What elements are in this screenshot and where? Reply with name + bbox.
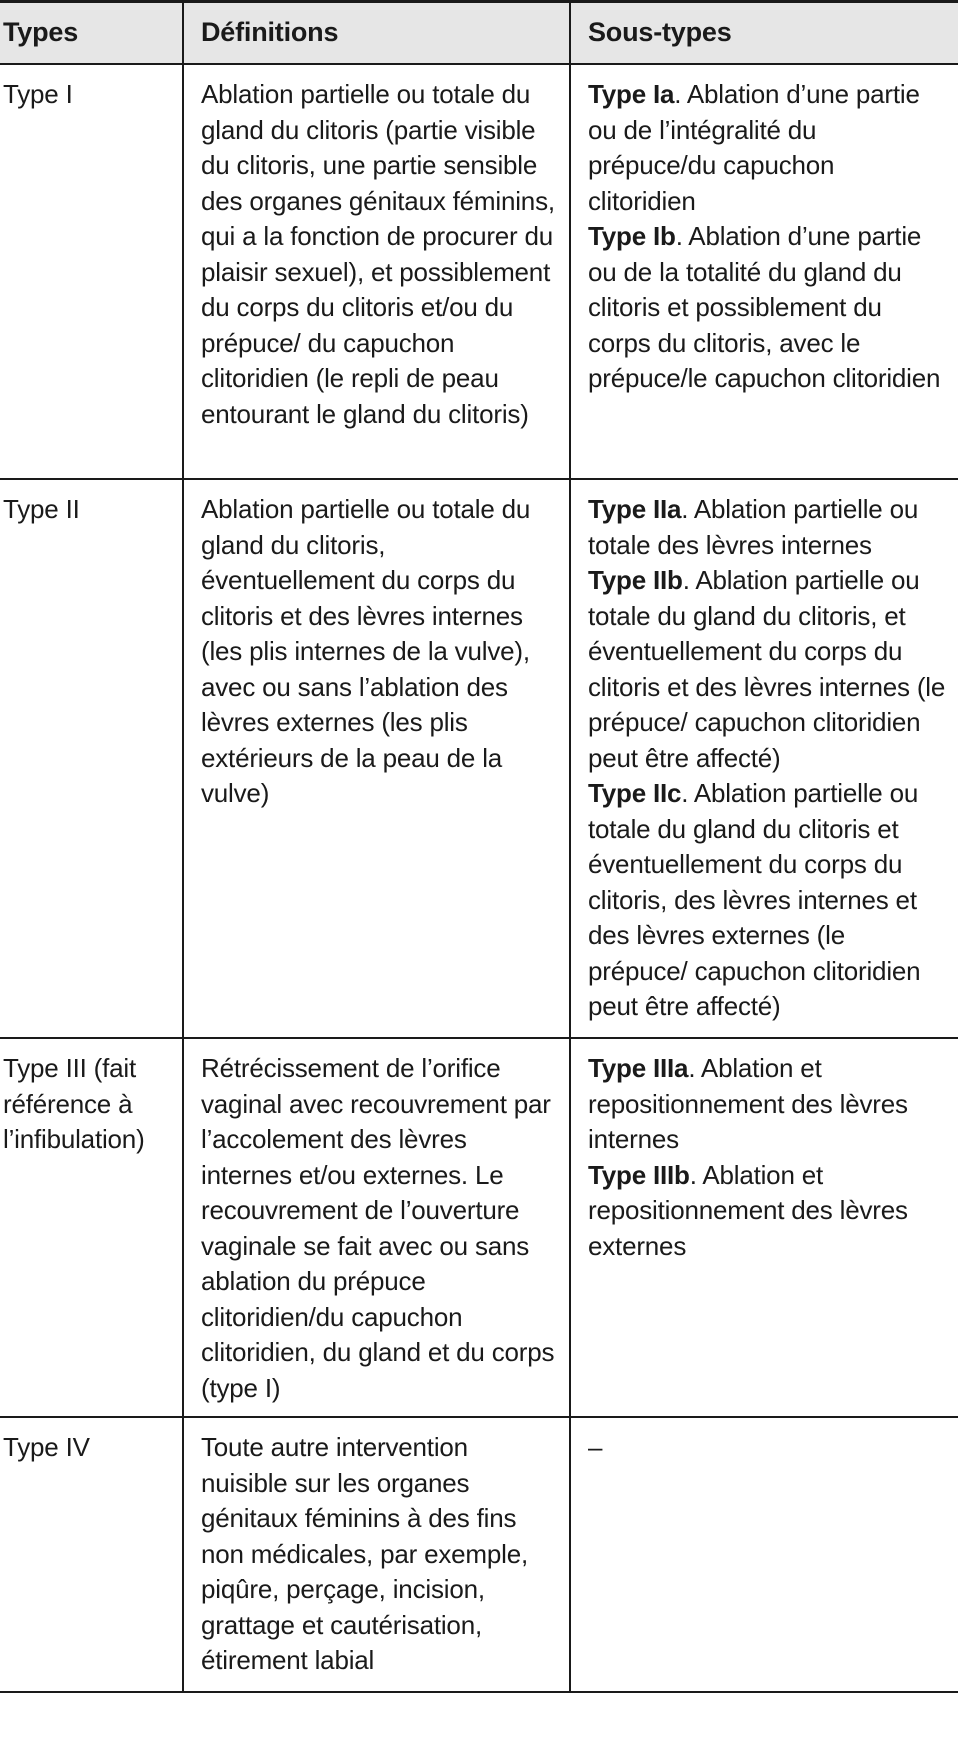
subtype-label: Type IIc <box>588 778 682 808</box>
subtype-text: . Ablation partielle ou totale des lèvres internes <box>588 494 919 560</box>
subtype-label: Type Ia <box>588 79 675 109</box>
subtype-text: . Ablation partielle ou totale du gland du clitoris et éventuellement du corps du clitoris, des lèvres internes et des lèvres externes (le prépuce/ capuchon clitoridien peut être affecté) <box>588 778 921 1021</box>
header-row <box>0 2 958 65</box>
header-subtypes: Sous-types <box>570 2 958 65</box>
subtype-item <box>588 77 948 219</box>
type-cell: Type IV <box>0 1417 183 1692</box>
subtype-item <box>588 492 948 563</box>
definition-cell: Rétrécissement de l’orifice vaginal avec recouvrement par l’accolement des lèvres internes et/ou externes. Le recouvrement de l’ouverture vaginale se fait avec ou sans ablation du prépuce clitoridien/du capuchon clitoridien, du gland et du corps (type I) <box>183 1038 570 1417</box>
subtype-text: . Ablation et repositionnement des lèvres internes <box>588 1053 908 1154</box>
type-cell: Type III (fait référence à l’infibulation) <box>0 1038 183 1417</box>
subtype-item <box>588 219 948 397</box>
table-row <box>0 1417 958 1692</box>
subtype-label: Type IIIb <box>588 1159 690 1190</box>
subtype-empty: – <box>588 1432 603 1462</box>
subtype-label: Type IIb <box>588 565 683 595</box>
subtypes-cell <box>570 1417 958 1692</box>
header-types: Types <box>0 2 183 65</box>
subtype-item <box>588 563 948 776</box>
subtypes-cell <box>570 64 958 479</box>
subtype-text: . Ablation d’une partie ou de la totalité du gland du clitoris et possiblement du corps du clitoris, avec le prépuce/le capuchon clitoridien <box>588 221 941 393</box>
definition-cell: Ablation partielle ou totale du gland du clitoris (partie visible du clitoris, une partie sensible des organes génitaux féminins, qui a la fonction de procurer du plaisir sexuel), et possiblement du corps du clitoris et/ou du prépuce/ du capuchon clitoridien (le repli de peau entourant le gland du clitoris) <box>183 64 570 479</box>
table-row <box>0 64 958 479</box>
type-cell: Type I <box>0 64 183 479</box>
subtypes-cell <box>570 479 958 1038</box>
header-definitions: Définitions <box>183 2 570 65</box>
subtype-text: . Ablation et repositionnement des lèvres externes <box>588 1159 908 1261</box>
definition-cell: Ablation partielle ou totale du gland du clitoris, éventuellement du corps du clitoris et des lèvres internes (les plis internes de la vulve), avec ou sans l’ablation des lèvres externes (les plis extérieurs de la peau de la vulve) <box>183 479 570 1038</box>
subtype-label: Type IIIa <box>588 1053 689 1083</box>
table-row <box>0 479 958 1038</box>
subtype-text: . Ablation d’une partie ou de l’intégralité du prépuce/du capuchon clitoridien <box>588 79 920 216</box>
definition-cell: Toute autre intervention nuisible sur les organes génitaux féminins à des fins non médicales, par exemple, piqûre, perçage, incision, grattage et cautérisation, étirement labial <box>183 1417 570 1692</box>
subtype-label: Type IIa <box>588 494 682 524</box>
table-row <box>0 1038 958 1417</box>
subtype-label: Type Ib <box>588 221 676 251</box>
type-cell: Type II <box>0 479 183 1038</box>
subtype-item <box>588 776 948 1025</box>
subtype-text: . Ablation partielle ou totale du gland du clitoris, et éventuellement du corps du clitoris et des lèvres internes (le prépuce/ capuchon clitoridien peut être affecté) <box>588 565 946 773</box>
subtype-item <box>588 1051 948 1158</box>
subtypes-cell <box>570 1038 958 1417</box>
subtype-item <box>588 1158 948 1265</box>
